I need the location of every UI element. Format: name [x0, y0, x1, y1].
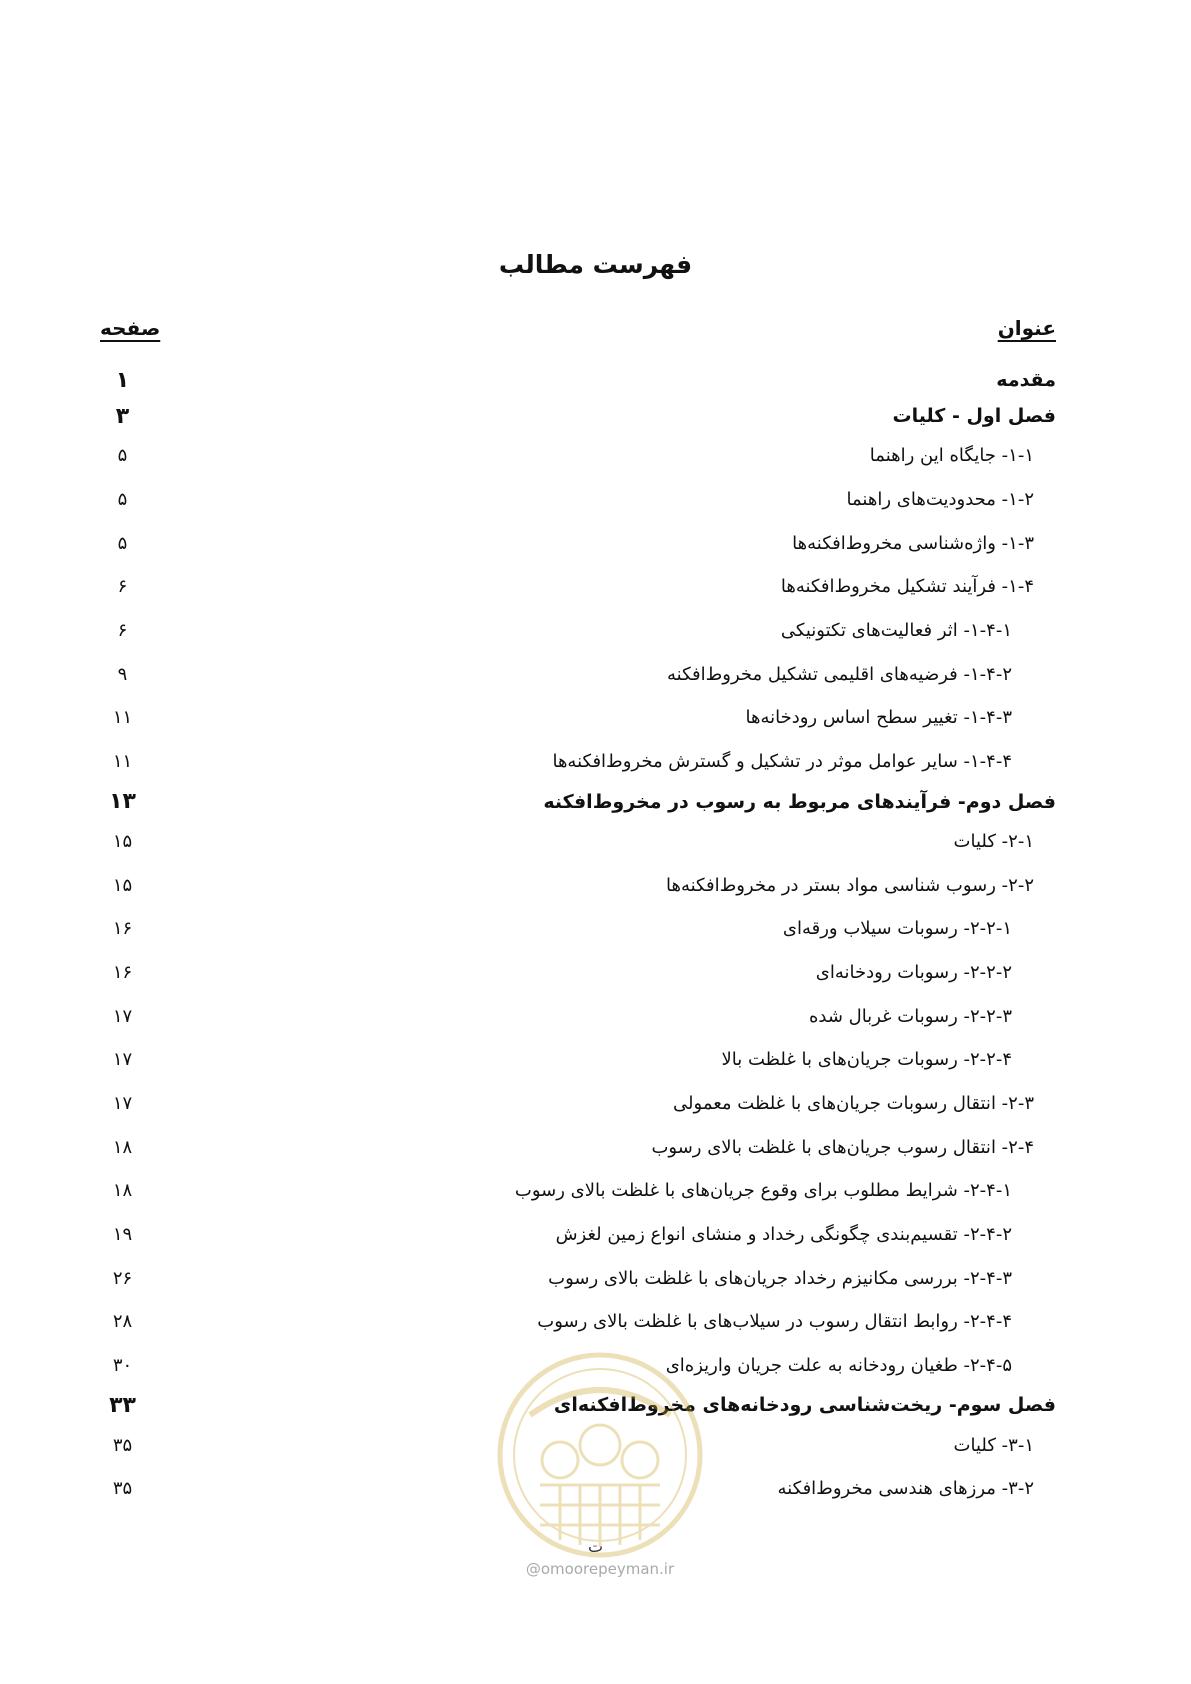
- toc-list: [100, 362, 1056, 1511]
- toc-entry-page: ۱۵: [112, 830, 133, 852]
- toc-entry: [100, 907, 1056, 951]
- toc-entry-page: ۳: [115, 403, 130, 429]
- toc-entry: [100, 609, 1056, 653]
- column-title-label: عنوان: [997, 316, 1056, 340]
- toc-entry: [100, 696, 1056, 740]
- toc-entry-title: مقدمه: [996, 369, 1056, 391]
- toc-entry-page: ۳۳: [109, 1392, 136, 1418]
- toc-entry-title: ۳-۱- کلیات: [953, 1434, 1034, 1456]
- toc-entry-page: ۲۶: [112, 1267, 133, 1289]
- toc-entry-page: ۳۵: [112, 1434, 133, 1456]
- toc-entry: [100, 784, 1056, 820]
- toc-entry: [100, 1256, 1056, 1300]
- toc-entry: [100, 1344, 1056, 1388]
- toc-entry-page: ۱۳: [109, 789, 136, 814]
- toc-entry: [100, 398, 1056, 434]
- toc-entry: [100, 740, 1056, 784]
- toc-entry-title: ۲-۲-۴- رسوبات جریان‌های با غلظت بالا: [721, 1049, 1012, 1071]
- toc-entry-page: ۲۸: [112, 1311, 133, 1333]
- toc-entry-title: فصل دوم- فرآیندهای مربوط به رسوب در مخروط‌افکنه: [543, 790, 1056, 813]
- toc-entry-title: ۱-۴-۱- اثر فعالیت‌های تکتونیکی: [780, 620, 1012, 642]
- toc-entry-page: ۳۵: [112, 1478, 133, 1500]
- page-number-letter: ت: [587, 1537, 604, 1556]
- toc-entry: [100, 1038, 1056, 1082]
- toc-entry-page: ۱۶: [112, 918, 133, 940]
- toc-entry: [100, 1467, 1056, 1511]
- toc-entry: [100, 652, 1056, 696]
- toc-entry-title: ۲-۳- انتقال رسوبات جریان‌های با غلظت معمولی: [673, 1092, 1034, 1114]
- toc-entry-title: ۲-۴-۳- بررسی مکانیزم رخداد جریان‌های با غلظت بالای رسوب: [548, 1267, 1012, 1289]
- toc-entry-page: ۱۹: [112, 1224, 133, 1246]
- toc-entry-title: ۲-۴-۵- طغیان رودخانه به علت جریان واریزه‌ای: [665, 1355, 1012, 1377]
- toc-entry-page: ۱۱: [112, 751, 133, 773]
- watermark-url: @omoorepeyman.ir: [525, 1560, 675, 1578]
- toc-entry-page: ۱۷: [112, 1005, 133, 1027]
- toc-entry-page: ۵: [117, 445, 128, 467]
- toc-entry: [100, 434, 1056, 478]
- toc-entry-page: ۳۰: [112, 1355, 133, 1377]
- toc-entry: [100, 1213, 1056, 1257]
- toc-entry-title: ۱-۲- محدودیت‌های راهنما: [846, 489, 1034, 511]
- toc-entry-title: ۱-۴- فرآیند تشکیل مخروط‌افکنه‌ها: [780, 576, 1034, 598]
- toc-entry-page: ۶: [117, 620, 128, 642]
- toc-entry-title: ۲-۴-۴- روابط انتقال رسوب در سیلاب‌های با غلظت بالای رسوب: [537, 1311, 1012, 1333]
- toc-entry-page: ۱۷: [112, 1092, 133, 1114]
- toc-entry-title: فصل اول - کلیات: [892, 405, 1056, 427]
- toc-header: [100, 316, 1056, 346]
- toc-entry-page: ۵: [117, 489, 128, 511]
- toc-entry: [100, 863, 1056, 907]
- toc-entry-page: ۱۷: [112, 1049, 133, 1071]
- toc-entry-page: ۵: [117, 532, 128, 554]
- toc-entry-title: ۲-۴-۱- شرایط مطلوب برای وقوع جریان‌های با غلظت بالای رسوب: [514, 1180, 1012, 1202]
- toc-entry-title: ۱-۴-۳- تغییر سطح اساس رودخانه‌ها: [745, 707, 1012, 729]
- toc-entry: [100, 521, 1056, 565]
- toc-entry-title: ۲-۴-۲- تقسیم‌بندی چگونگی رخداد و منشای انواع زمین لغزش: [555, 1224, 1012, 1246]
- toc-entry: [100, 362, 1056, 398]
- toc-entry: [100, 1082, 1056, 1126]
- toc-entry-page: ۱۶: [112, 961, 133, 983]
- toc-entry: [100, 951, 1056, 995]
- toc-entry-title: ۳-۲- مرزهای هندسی مخروط‌افکنه: [777, 1478, 1034, 1500]
- toc-entry: [100, 478, 1056, 522]
- toc-entry-page: ۶: [117, 576, 128, 598]
- toc-entry: [100, 994, 1056, 1038]
- toc-entry-title: ۱-۱- جایگاه این راهنما: [869, 445, 1034, 467]
- toc-entry: [100, 1387, 1056, 1423]
- page-title: فهرست مطالب: [498, 250, 693, 279]
- toc-entry: [100, 1125, 1056, 1169]
- toc-entry-title: ۱-۳- واژه‌شناسی مخروط‌افکنه‌ها: [792, 532, 1034, 554]
- column-page-label: صفحه: [100, 316, 161, 340]
- toc-entry-title: فصل سوم- ریخت‌شناسی رودخانه‌های مخروط‌افکنه‌ای: [553, 1394, 1056, 1417]
- toc-entry-page: ۹: [117, 663, 128, 685]
- toc-entry-title: ۲-۲-۱- رسوبات سیلاب ورقه‌ای: [782, 918, 1012, 940]
- toc-entry-title: ۲-۲- رسوب شناسی مواد بستر در مخروط‌افکنه‌ها: [665, 874, 1034, 896]
- toc-entry: [100, 565, 1056, 609]
- toc-entry-title: ۲-۲-۳- رسوبات غربال شده: [808, 1005, 1012, 1027]
- toc-entry-page: ۱۱: [112, 707, 133, 729]
- toc-entry: [100, 1169, 1056, 1213]
- toc-entry-title: ۱-۴-۴- سایر عوامل موثر در تشکیل و گسترش مخروط‌افکنه‌ها: [552, 751, 1012, 773]
- toc-entry-title: ۲-۴- انتقال رسوب جریان‌های با غلظت بالای رسوب: [651, 1136, 1034, 1158]
- toc-entry: [100, 1300, 1056, 1344]
- toc-entry-title: ۱-۴-۲- فرضیه‌های اقلیمی تشکیل مخروط‌افکنه: [667, 663, 1012, 685]
- toc-entry-page: ۱: [115, 367, 130, 393]
- toc-entry: [100, 820, 1056, 864]
- toc-entry-page: ۱۵: [112, 874, 133, 896]
- toc-entry-page: ۱۸: [112, 1136, 133, 1158]
- toc-entry: [100, 1423, 1056, 1467]
- toc-entry-page: ۱۸: [112, 1180, 133, 1202]
- toc-entry-title: ۲-۲-۲- رسوبات رودخانه‌ای: [815, 961, 1012, 983]
- toc-entry-title: ۲-۱- کلیات: [953, 830, 1034, 852]
